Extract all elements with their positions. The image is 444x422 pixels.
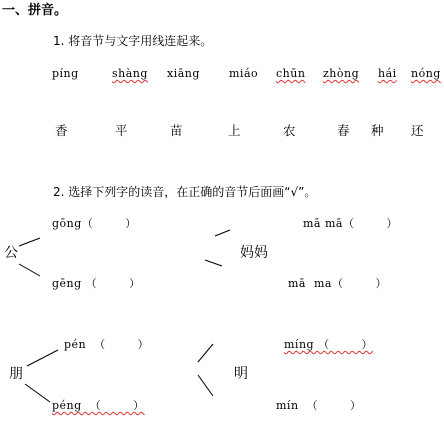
char-shang: 上 — [228, 123, 241, 138]
option-ming-2[interactable]: mín （ ） — [276, 399, 362, 412]
line-ming-lower — [198, 375, 213, 396]
char-mama: 妈妈 — [240, 245, 268, 261]
char-zhong: 种 — [371, 123, 384, 138]
char-ping: 平 — [115, 123, 128, 138]
pinyin-shang: shàng — [112, 67, 148, 80]
char-peng: 朋 — [9, 366, 23, 382]
line-peng-upper — [27, 350, 58, 366]
line-mama-lower — [205, 260, 222, 266]
pinyin-xiang: xiāng — [167, 67, 200, 80]
line-gong-upper — [19, 238, 40, 246]
pinyin-chun: chūn — [276, 67, 306, 80]
option-peng-1[interactable]: pén （ ） — [64, 338, 150, 351]
char-ming: 明 — [234, 366, 248, 382]
char-gong: 公 — [4, 245, 18, 261]
line-gong-lower — [19, 264, 40, 276]
char-hai: 还 — [411, 123, 424, 138]
option-gong-2[interactable]: gēng （ ） — [52, 277, 141, 290]
section-title: 一、拼音。 — [2, 3, 68, 18]
char-nong: 农 — [283, 123, 296, 138]
line-mama-upper — [215, 230, 230, 236]
question-1-prompt: 1. 将音节与文字用线连起来。 — [53, 34, 213, 48]
pinyin-zhong: zhòng — [323, 67, 360, 80]
char-miao: 苗 — [170, 123, 183, 138]
pinyin-ping: píng — [52, 67, 79, 80]
option-gong-1[interactable]: gōng（ ） — [52, 217, 137, 230]
pinyin-nong: nóng — [411, 67, 441, 80]
pinyin-miao: miáo — [229, 67, 259, 80]
option-ming-1[interactable]: míng （ ） — [284, 338, 374, 351]
char-xiang: 香 — [55, 123, 68, 138]
line-ming-upper — [198, 344, 213, 362]
line-peng-lower — [25, 384, 50, 402]
option-mama-1[interactable]: mā mā（ ） — [303, 217, 398, 230]
question-2-prompt: 2. 选择下列字的读音，在正确的音节后面画“√”。 — [53, 185, 317, 199]
pinyin-hai: hái — [378, 67, 397, 80]
option-peng-2[interactable]: péng （ ） — [52, 399, 145, 412]
option-mama-2[interactable]: mā ma（ ） — [288, 277, 387, 290]
char-chun: 春 — [337, 123, 350, 138]
